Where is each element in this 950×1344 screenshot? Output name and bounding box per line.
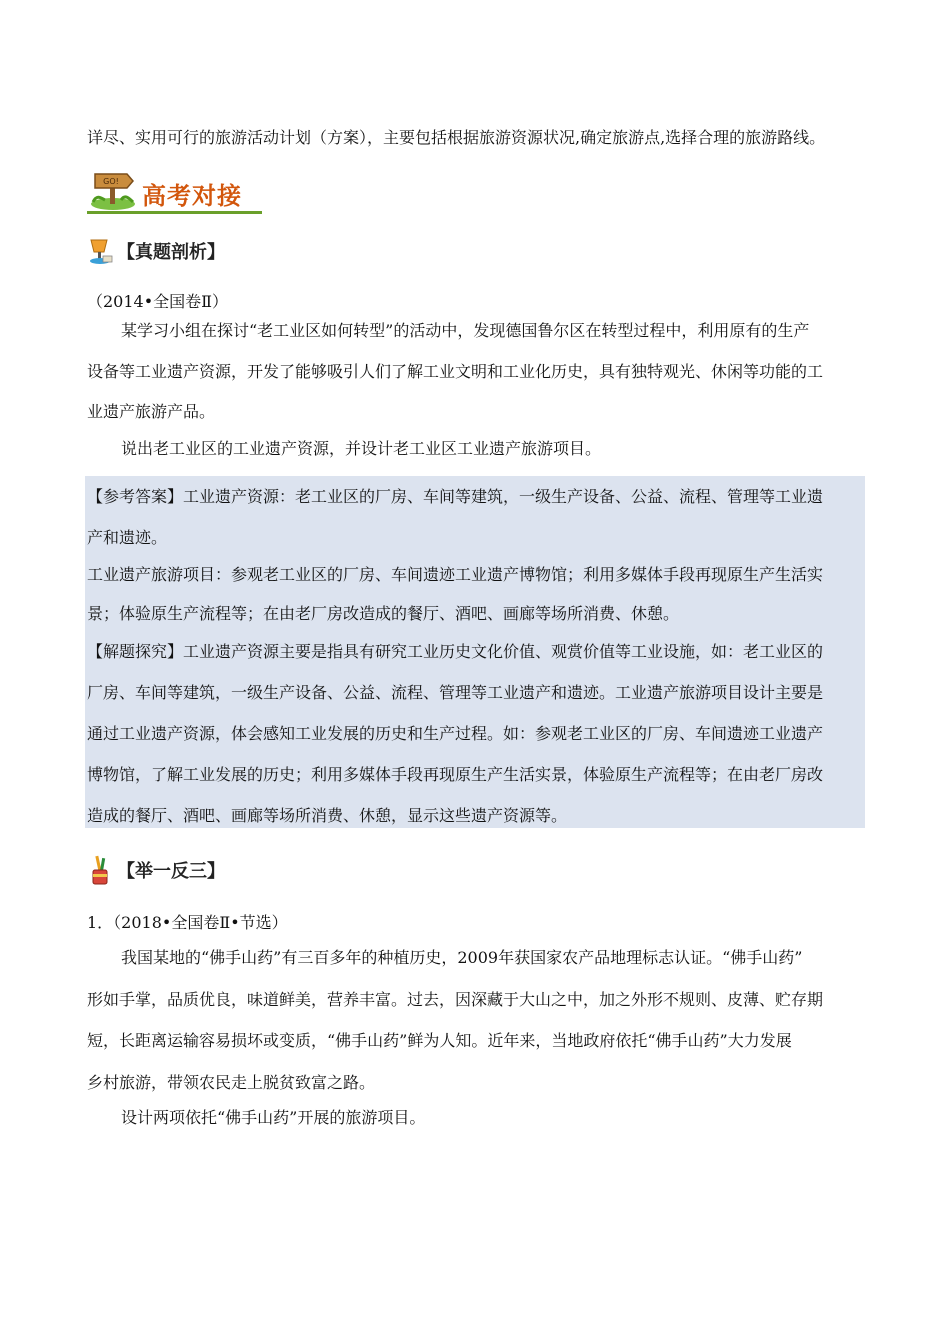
answer-line: 景；体验原生产流程等；在由老厂房改造成的餐厅、酒吧、画廊等场所消费、休憩。 [87, 604, 680, 623]
pencil-cup-icon [87, 854, 113, 886]
banner-title: 高考对接 [142, 182, 242, 210]
explanation-line: 通过工业遗产资源，体会感知工业发展的历史和生产过程。如：参观老工业区的厂房、车间遗迹工业遗产 [87, 724, 824, 743]
practice-question-line: 我国某地的“佛手山药”有三百多年的种植历史，2009年获国家农产品地理标志认证。“佛手山药” [121, 948, 803, 967]
svg-text:GO!: GO! [103, 177, 119, 186]
practice-question-line: 短，长距离运输容易损坏或变质，“佛手山药”鲜为人知。近年来，当地政府依托“佛手山药”大力发展 [87, 1031, 792, 1050]
answer-line: 产和遗迹。 [87, 528, 168, 547]
section-heading-label: 【真题剖析】 [117, 242, 225, 263]
section-heading-analysis [87, 234, 225, 268]
answer-line: 【参考答案】工业遗产资源：老工业区的厂房、车间等建筑，一级生产设备、公益、流程、管理等工业遗 [87, 487, 824, 506]
explanation-line: 厂房、车间等建筑，一级生产设备、公益、流程、管理等工业遗产和遗迹。工业遗产旅游项目设计主要是 [87, 683, 824, 702]
section-heading-practice [87, 853, 225, 887]
question-ask: 说出老工业区的工业遗产资源，并设计老工业区工业遗产旅游项目。 [121, 439, 602, 458]
practice-source: 1．（2018•全国卷Ⅱ•节选） [87, 913, 288, 932]
lamp-icon [87, 236, 113, 266]
explanation-line: 造成的餐厅、酒吧、画廊等场所消费、休憩，显示这些遗产资源等。 [87, 806, 568, 825]
explanation-line: 博物馆，了解工业发展的历史；利用多媒体手段再现原生产生活实景，体验原生产流程等；在由老厂房改 [87, 765, 824, 784]
signpost-icon [87, 168, 139, 212]
intro-line: 详尽、实用可行的旅游活动计划（方案），主要包括根据旅游资源状况,确定旅游点,选择合理的旅游路线。 [87, 128, 826, 147]
practice-ask: 设计两项依托“佛手山药”开展的旅游项目。 [121, 1108, 426, 1127]
answer-line: 工业遗产旅游项目：参观老工业区的厂房、车间遗迹工业遗产博物馆；利用多媒体手段再现原生产生活实 [87, 565, 824, 584]
source-label: （2014•全国卷Ⅱ） [87, 292, 229, 311]
banner-underline [87, 211, 262, 214]
question-line: 某学习小组在探讨“老工业区如何转型”的活动中，发现德国鲁尔区在转型过程中，利用原有的生产 [121, 321, 810, 340]
practice-question-line: 形如手掌，品质优良，味道鲜美，营养丰富。过去，因深藏于大山之中，加之外形不规则、皮薄、贮存期 [87, 990, 824, 1009]
question-line: 设备等工业遗产资源，开发了能够吸引人们了解工业文明和工业化历史，具有独特观光、休闲等功能的工 [87, 362, 824, 381]
question-line: 业遗产旅游产品。 [87, 402, 216, 421]
practice-question-line: 乡村旅游，带领农民走上脱贫致富之路。 [87, 1073, 376, 1092]
explanation-line: 【解题探究】工业遗产资源主要是指具有研究工业历史文化价值、观赏价值等工业设施，如：老工业区的 [87, 642, 824, 661]
gaokao-banner [87, 168, 262, 216]
section-heading-label: 【举一反三】 [117, 861, 225, 882]
